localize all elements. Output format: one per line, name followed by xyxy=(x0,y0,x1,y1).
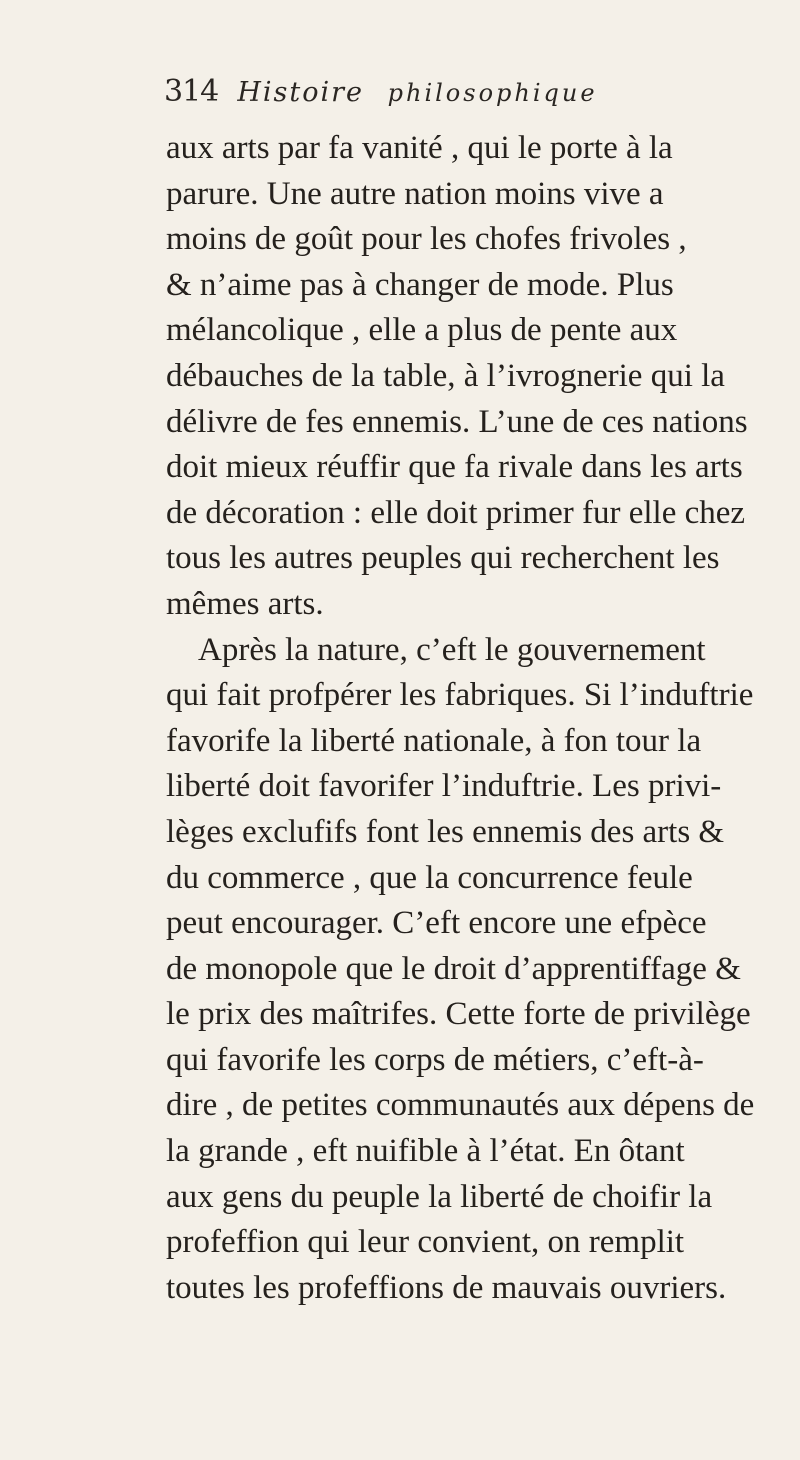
text-line: favorife la liberté nationale, à fon tour la xyxy=(166,722,702,759)
text-line: aux arts par fa vanité , qui le porte à la xyxy=(166,130,673,166)
text-line: de monopole que le droit d’apprentiffage & xyxy=(166,950,741,987)
text-line: la grande , eft nuifible à l’état. En ôtant xyxy=(166,1133,685,1170)
text-line: mêmes arts. xyxy=(166,585,324,622)
text-line: débauches de la table, à l’ivrognerie qui la xyxy=(166,357,725,394)
text-line: parure. Une autre nation moins vive a xyxy=(166,175,664,212)
text-line: toutes les profeffions de mauvais ouvriers. xyxy=(166,1269,727,1306)
text-line: peut encourager. C’eft encore une efpèce xyxy=(166,905,707,942)
text-line: qui favorife les corps de métiers, c’eft-à- xyxy=(166,1041,704,1078)
text-line: liberté doit favorifer l’induftrie. Les privi- xyxy=(166,768,722,805)
text-line: délivre de fes ennemis. L’une de ces nations xyxy=(166,403,748,440)
text-line: du commerce , que la concurrence feule xyxy=(166,859,693,896)
text-line: profeffion qui leur convient, on remplit xyxy=(166,1224,685,1261)
page-number: 314 xyxy=(164,74,219,109)
body-text xyxy=(166,126,776,1311)
text-line: aux gens du peuple la liberté de choifir la xyxy=(166,1178,713,1215)
text-line: lèges exclufifs font les ennemis des arts & xyxy=(166,813,725,850)
paragraph-start-line: Après la nature, c’eft le gouvernement xyxy=(198,631,706,668)
running-head xyxy=(164,74,724,118)
text-line: & n’aime pas à changer de mode. Plus xyxy=(166,266,674,303)
text-line: le prix des maîtrifes. Cette forte de privilège xyxy=(166,996,751,1033)
text-line: moins de goût pour les chofes frivoles , xyxy=(166,221,687,258)
text-line: tous les autres peuples qui recherchent les xyxy=(166,540,720,577)
text-line: qui fait profpérer les fabriques. Si l’induftrie xyxy=(166,677,754,714)
text-line: mélancolique , elle a plus de pente aux xyxy=(166,312,678,349)
text-line: de décoration : elle doit primer fur elle chez xyxy=(166,494,746,531)
running-title xyxy=(237,77,597,108)
running-title-part2: philosophique xyxy=(387,79,598,107)
text-line: dire , de petites communautés aux dépens de xyxy=(166,1087,755,1124)
running-title-part1: Histoire xyxy=(237,77,365,108)
text-line: doit mieux réuffir que fa rivale dans les arts xyxy=(166,449,743,486)
